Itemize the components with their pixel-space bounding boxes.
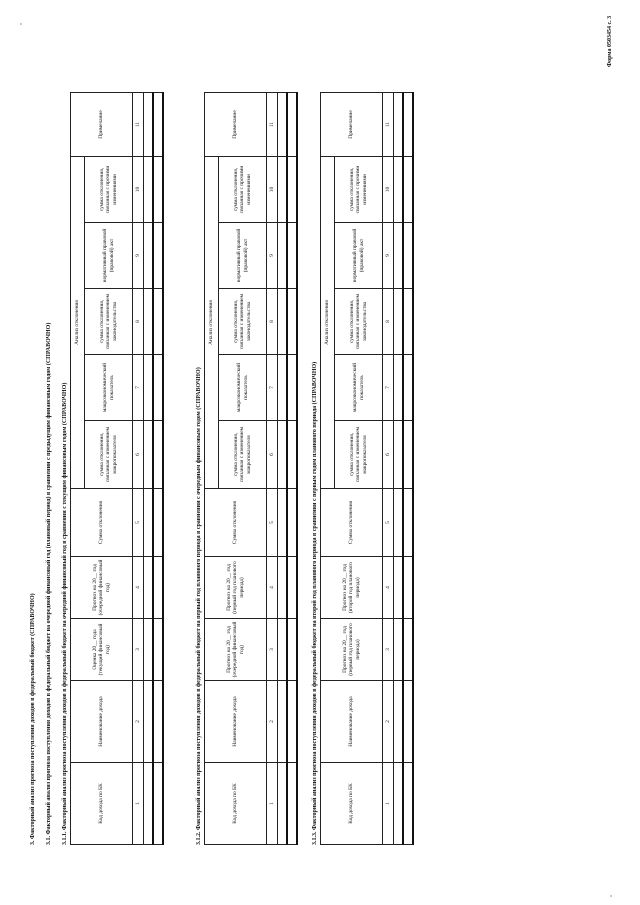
empty-cell [144,619,154,681]
col-number: 1 [133,763,144,845]
header-macro-indicator: макроэкономический показатель [85,355,133,421]
empty-cell [278,489,288,557]
form-id: Форма 0503454 с. 3 [607,15,613,67]
empty-cell [403,355,413,421]
col-number: 8 [133,289,144,355]
empty-cell [403,421,413,489]
col-number: 8 [383,289,394,355]
empty-cell [153,92,163,156]
header-legal-act: нормативный правовой (правовой) акт [219,223,267,289]
header-deviation: Сумма отклонения [321,489,383,557]
header-deviation: Сумма отклонения [205,489,267,557]
header-code: Код дохода по БК [71,763,133,845]
empty-cell [394,92,404,156]
empty-cell [144,223,154,289]
header-name: Наименование дохода [205,681,267,763]
empty-cell [144,557,154,619]
empty-cell [153,156,163,222]
empty-cell [287,355,297,421]
header-macro-deviation: сумма отклонения, связанная с изменением макропоказателя [335,421,383,489]
empty-cell [153,489,163,557]
header-note: Примечание [321,92,383,156]
col-number: 8 [267,289,278,355]
empty-cell [287,289,297,355]
header-other-deviation: сумма отклонения, связанная с прочими изменениями [85,156,133,222]
empty-cell [394,355,404,421]
empty-cell [287,681,297,763]
col-number: 6 [383,421,394,489]
empty-cell [394,156,404,222]
empty-cell [144,92,154,156]
empty-cell [278,92,288,156]
header-deviation: Сумма отклонения [71,489,133,557]
empty-cell [403,156,413,222]
scan-speck [20,23,22,25]
empty-cell [153,557,163,619]
col-number: 6 [133,421,144,489]
empty-cell [403,289,413,355]
col-number: 3 [383,619,394,681]
header-col4: Прогноз на 20__ год (первый год планового периода) [205,557,267,619]
header-macro-deviation: сумма отклонения, связанная с изменением макропоказателя [219,421,267,489]
empty-cell [403,619,413,681]
empty-cell [287,763,297,845]
col-number: 7 [383,355,394,421]
empty-cell [287,421,297,489]
empty-cell [144,289,154,355]
header-col4: Прогноз на 20__ год (второй год планового периода) [321,557,383,619]
col-number: 11 [133,92,144,156]
table-2-title: 3.1.2. Факторный анализ прогноза поступления доходов в федеральный бюджет на первый год планового периода в сравнении с очередным финансовым годом (СПРАВОЧНО) [196,367,202,845]
empty-cell [144,681,154,763]
col-number: 9 [267,223,278,289]
empty-cell [287,557,297,619]
empty-cell [403,92,413,156]
empty-cell [278,156,288,222]
table-3-1-1 [70,92,164,845]
header-other-deviation: сумма отклонения, связанная с прочими изменениями [219,156,267,222]
col-number: 5 [133,489,144,557]
empty-cell [403,223,413,289]
table-3-title: 3.1.3. Факторный анализ прогноза поступления доходов в федеральный бюджет на второй год планового периода в сравнении с первым годом планового периода (СПРАВОЧНО) [312,361,318,845]
empty-cell [153,619,163,681]
header-note: Примечание [205,92,267,156]
empty-cell [278,763,288,845]
scan-speck [610,895,612,897]
empty-cell [394,557,404,619]
col-number: 7 [133,355,144,421]
col-number: 11 [267,92,278,156]
empty-cell [394,763,404,845]
empty-cell [153,223,163,289]
empty-cell [394,681,404,763]
col-number: 7 [267,355,278,421]
col-number: 10 [267,156,278,222]
empty-cell [144,156,154,222]
header-col4: Прогноз на 20__ год (очередной финансовый год) [71,557,133,619]
col-number: 3 [133,619,144,681]
col-number: 11 [383,92,394,156]
header-law-deviation: сумма отклонения, связанная с изменением законодательства [335,289,383,355]
header-law-deviation: сумма отклонения, связанная с изменением законодательства [219,289,267,355]
empty-cell [287,223,297,289]
header-name: Наименование дохода [321,681,383,763]
col-number: 4 [267,557,278,619]
section-title: 3. Факторный анализ прогноза поступления доходов в федеральный бюджет (СПРАВОЧНО) [30,593,36,845]
col-number: 4 [133,557,144,619]
empty-cell [144,489,154,557]
header-code: Код дохода по БК [205,763,267,845]
header-note: Примечание [71,92,133,156]
header-other-deviation: сумма отклонения, связанная с прочими изменениями [335,156,383,222]
header-col3: Прогноз на 20__ год (первый год планового периода) [321,619,383,681]
empty-cell [278,421,288,489]
subsection-title: 3.1. Факторный анализ прогноза поступления доходов в федеральный бюджет на очередной финансовый год (плановый период) в сравнении с предыдущим финансовым годом (СПРАВОЧНО) [46,322,52,845]
col-number: 1 [383,763,394,845]
empty-cell [394,489,404,557]
header-legal-act: нормативный правовой (правовой) акт [335,223,383,289]
header-macro-indicator: макроэкономический показатель [219,355,267,421]
col-number: 4 [383,557,394,619]
empty-cell [144,763,154,845]
table-3-1-2 [204,92,298,845]
table-1-title: 3.1.1. Факторный анализ прогноза поступления доходов в федеральный бюджет на очередной финансовый год в сравнении с текущим финансовым годом (СПРАВОЧНО) [62,382,68,845]
header-analysis-group: Анализ отклонения [71,156,85,488]
empty-cell [153,355,163,421]
header-col3: Прогноз на 20__ год (очередной финансовый год) [205,619,267,681]
empty-cell [403,763,413,845]
empty-cell [394,223,404,289]
header-analysis-group: Анализ отклонения [205,156,219,488]
col-number: 5 [383,489,394,557]
header-law-deviation: сумма отклонения, связанная с изменением законодательства [85,289,133,355]
table-3-1-3 [320,92,414,845]
col-number: 10 [133,156,144,222]
empty-cell [287,92,297,156]
empty-cell [394,619,404,681]
empty-cell [144,421,154,489]
header-legal-act: нормативный правовой (правовой) акт [85,223,133,289]
header-macro-deviation: сумма отклонения, связанная с изменением макропоказателя [85,421,133,489]
empty-cell [394,421,404,489]
empty-cell [394,289,404,355]
header-name: Наименование дохода [71,681,133,763]
empty-cell [287,619,297,681]
empty-cell [153,681,163,763]
header-code: Код дохода по БК [321,763,383,845]
empty-cell [403,489,413,557]
empty-cell [403,557,413,619]
col-number: 1 [267,763,278,845]
col-number: 2 [383,681,394,763]
empty-cell [278,289,288,355]
col-number: 5 [267,489,278,557]
col-number: 2 [133,681,144,763]
empty-cell [144,355,154,421]
header-macro-indicator: макроэкономический показатель [335,355,383,421]
header-col3: Оценка 20__ года (текущий финансовый год) [71,619,133,681]
empty-cell [287,156,297,222]
col-number: 9 [133,223,144,289]
col-number: 6 [267,421,278,489]
empty-cell [287,489,297,557]
empty-cell [278,619,288,681]
empty-cell [278,681,288,763]
empty-cell [153,421,163,489]
empty-cell [153,763,163,845]
empty-cell [278,557,288,619]
empty-cell [278,223,288,289]
empty-cell [153,289,163,355]
col-number: 2 [267,681,278,763]
header-analysis-group: Анализ отклонения [321,156,335,488]
col-number: 9 [383,223,394,289]
empty-cell [403,681,413,763]
col-number: 3 [267,619,278,681]
col-number: 10 [383,156,394,222]
empty-cell [278,355,288,421]
